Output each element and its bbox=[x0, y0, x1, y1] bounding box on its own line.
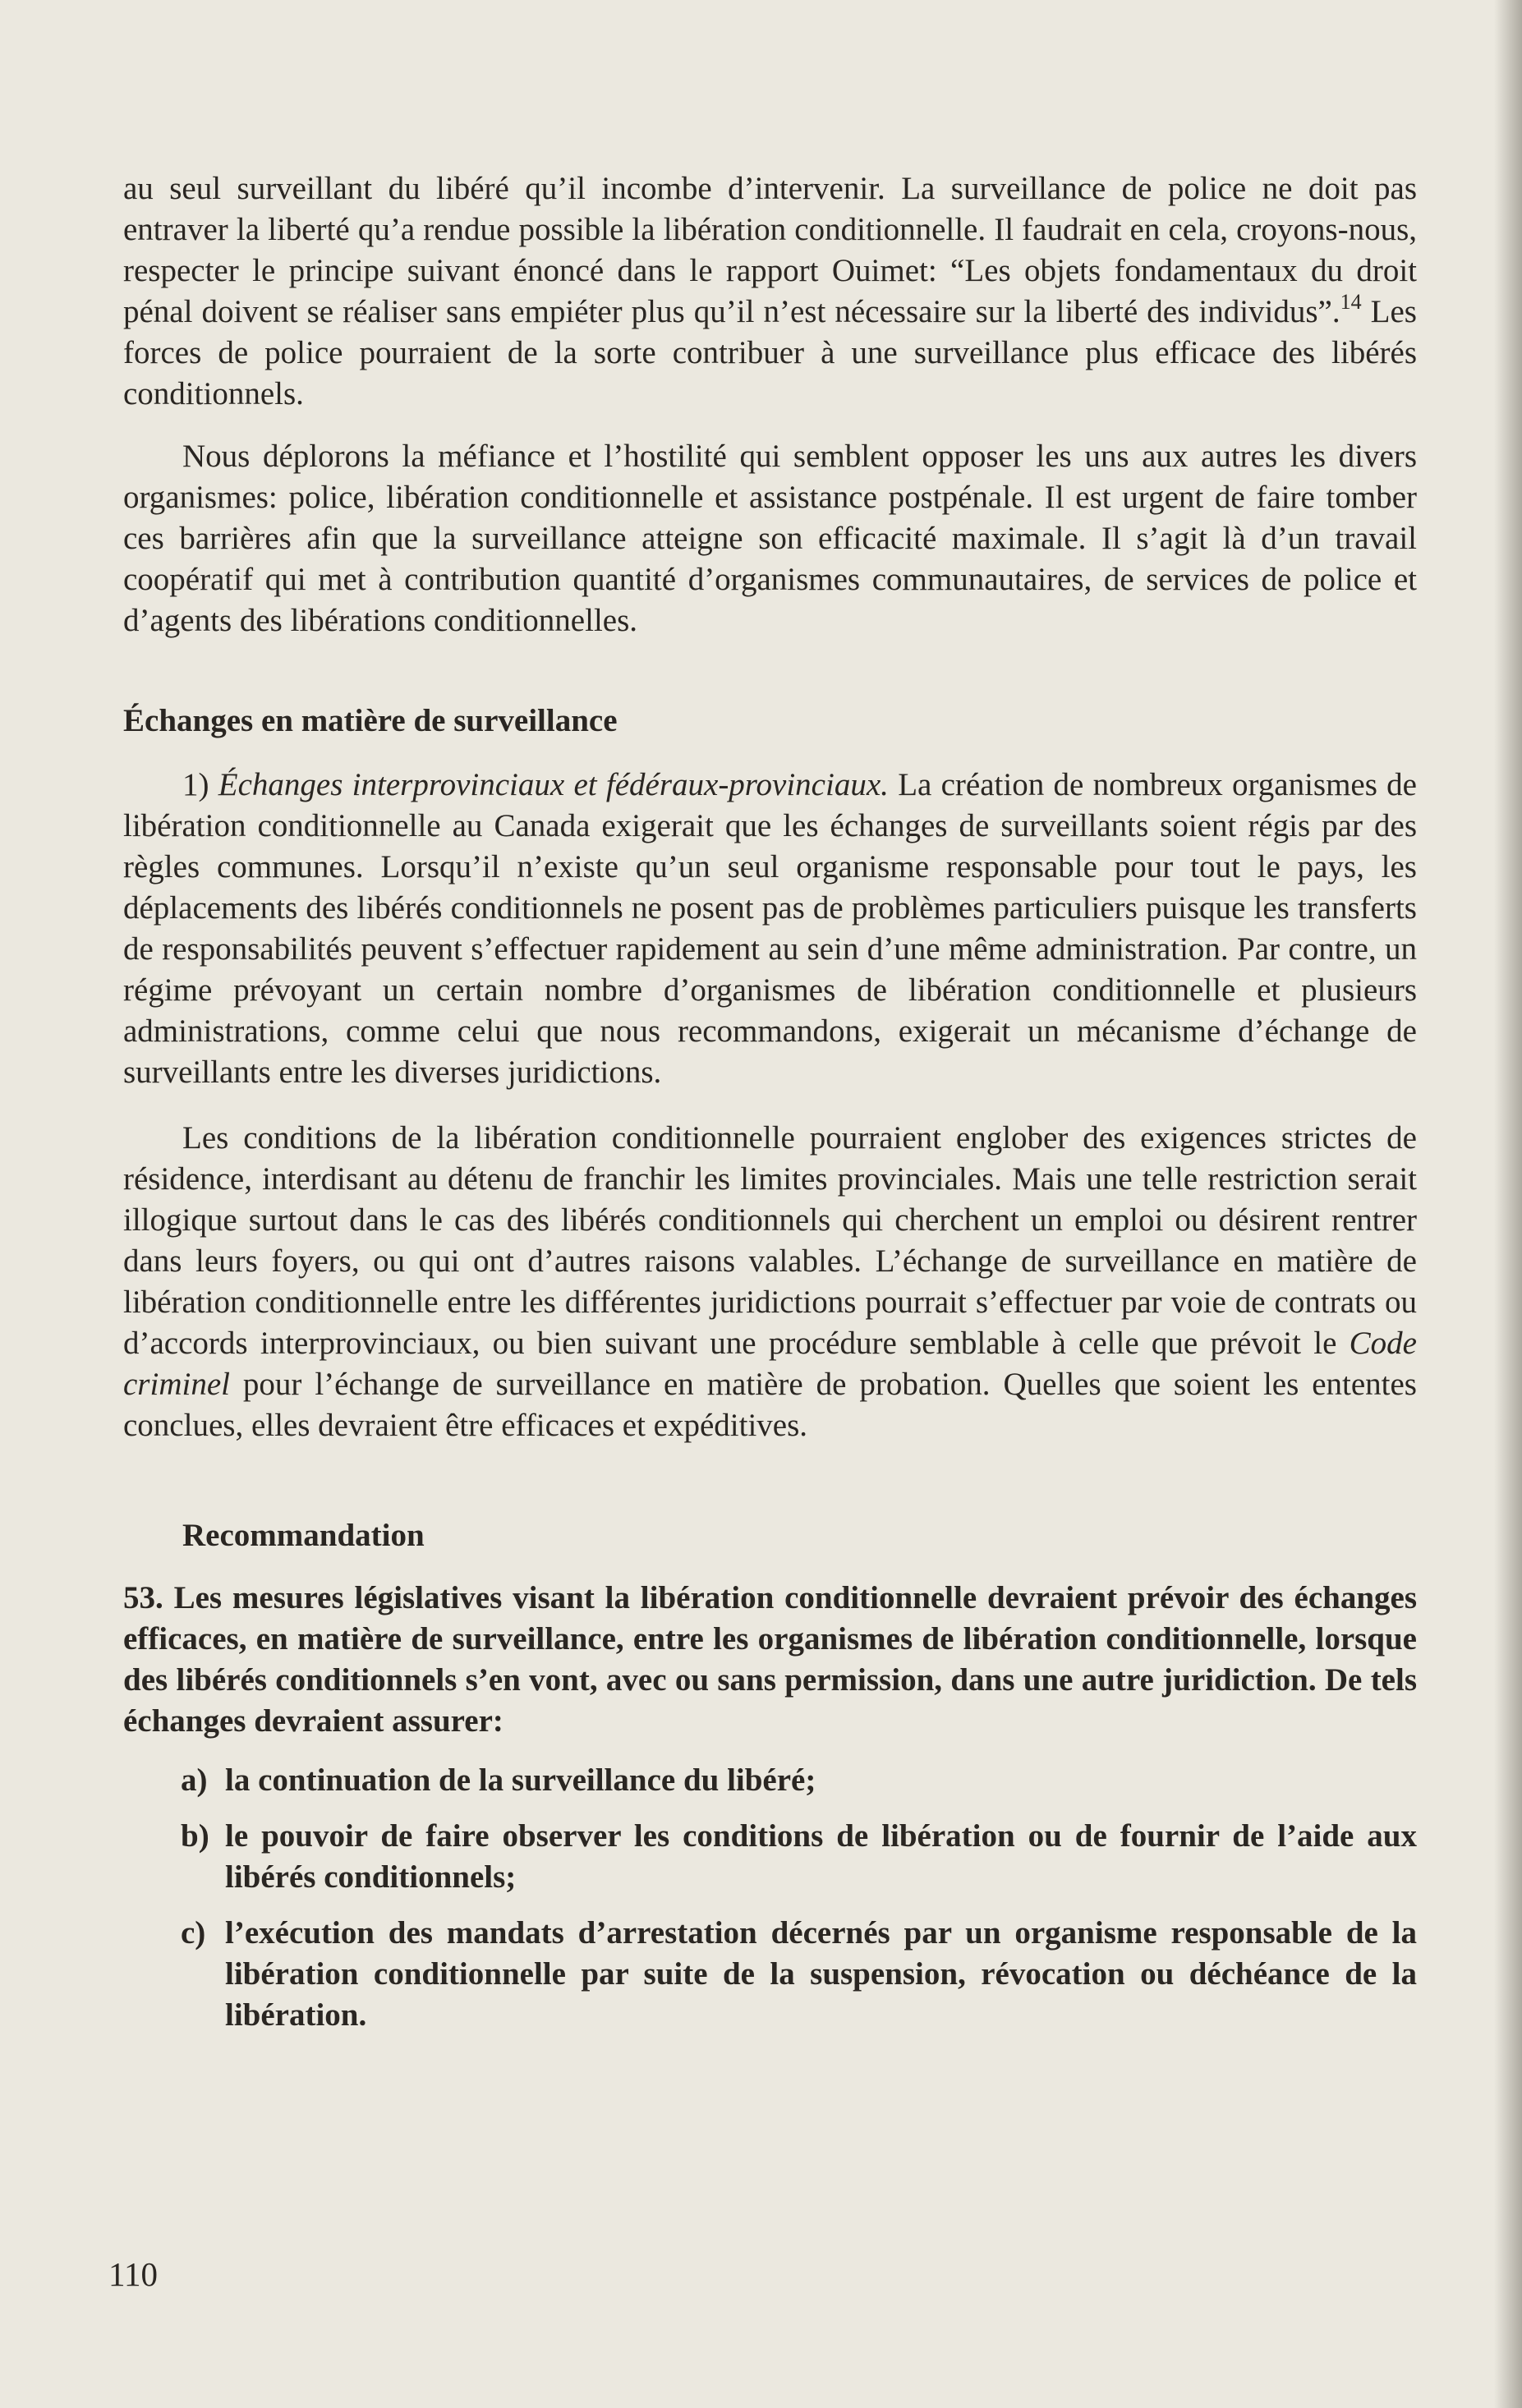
list-item-label: b) bbox=[181, 1818, 209, 1854]
list-item bbox=[181, 1913, 1417, 2036]
recommendation-53: 53. Les mesures législatives visant la libération conditionnelle devraient prévoir des échanges efficaces, en matière de surveillance, entre les organismes de libération conditionnelle, lorsque des libérés conditionnels s’en vont, avec ou sans permission, dans une autre juridiction. De tels échanges devraient assurer: bbox=[123, 1580, 1417, 1739]
paragraph-1-text: au seul surveillant du libéré qu’il incombe d’intervenir. La surveillance de police ne doit pas entraver la liberté qu’a rendue possible la libération conditionnelle. Il faudrait en cela, croyons-nous, respecter le principe suivant énoncé dans le rapport Ouimet: “Les objets fondamentaux du droit pénal doivent se réaliser sans empiéter plus qu’il n’est nécessaire sur la liberté des individus”. bbox=[123, 171, 1417, 329]
list-item bbox=[181, 1816, 1417, 1898]
paragraph-4 bbox=[123, 1118, 1417, 1446]
paragraph-3-subtitle: Échanges interprovinciaux et fédéraux-provinciaux. bbox=[218, 767, 889, 802]
body-text bbox=[123, 168, 1417, 2051]
recommendation-heading: Recommandation bbox=[182, 1518, 425, 1553]
paragraph-3-number: 1) bbox=[182, 767, 218, 802]
paragraph-4-text-end: pour l’échange de surveillance en matière de probation. Quelles que soient les ententes conclues, elles devraient être efficaces et expéditives. bbox=[123, 1367, 1417, 1443]
list-item-text: la continuation de la surveillance du libéré; bbox=[225, 1762, 816, 1798]
page-number: 110 bbox=[108, 2255, 158, 2293]
paragraph-1-text-end: Les forces de police pourraient de la sorte contribuer à une surveillance plus efficace des libérés conditionnels. bbox=[123, 294, 1417, 411]
paragraph-2: Nous déplorons la méfiance et l’hostilité qui semblent opposer les uns aux autres les divers organismes: police, libération conditionnelle et assistance postpénale. Il est urgent de faire tomber ces barrières afin que la surveillance atteigne son efficacité maximale. Il s’agit là d’un travail coopératif qui met à contribution quantité d’organismes communautaires, de services de police et d’agents des libérations conditionnelles. bbox=[123, 439, 1417, 638]
list-item-label: a) bbox=[181, 1762, 208, 1798]
list-item-label: c) bbox=[181, 1915, 206, 1951]
paragraph-1 bbox=[123, 168, 1417, 415]
code-criminel-reference: Code criminel bbox=[123, 1326, 1417, 1402]
recommendation-items bbox=[123, 1760, 1417, 2036]
paragraph-4-text: Les conditions de la libération conditionnelle pourraient englober des exigences strictes de résidence, interdisant au détenu de franchir les limites provinciales. Mais une telle restriction serait illogique surtout dans le cas des libérés conditionnels qui cherchent un emploi ou désirent rentrer dans leurs foyers, ou qui ont d’autres raisons valables. L’échange de surveillance en matière de libération conditionnelle entre les différentes juridictions pourrait s’effectuer par voie de contrats ou d’accords interprovinciaux, ou bien suivant une procédure semblable à celle que prévoit le bbox=[123, 1120, 1417, 1361]
paragraph-3-text: La création de nombreux organismes de libération conditionnelle au Canada exigerait que les échanges de surveillants soient régis par des règles communes. Lorsqu’il n’existe qu’un seul organisme responsable pour tout le pays, les déplacements des libérés conditionnels ne posent pas de problèmes particuliers puisque les transferts de responsabilités peuvent s’effectuer rapidement au sein d’une même administration. Par contre, un régime prévoyant un certain nombre d’organismes de libération conditionnelle et plusieurs administrations, comme celui que nous recommandons, exigerait un mécanisme d’échange de surveillants entre les diverses juridictions. bbox=[123, 767, 1417, 1090]
paragraph-3 bbox=[123, 765, 1417, 1093]
list-item-text: le pouvoir de faire observer les conditions de libération ou de fournir de l’aide aux libérés conditionnels; bbox=[225, 1818, 1417, 1895]
section-heading: Échanges en matière de surveillance bbox=[123, 703, 618, 738]
list-item bbox=[181, 1760, 1417, 1801]
list-item-text: l’exécution des mandats d’arrestation décernés par un organisme responsable de la libération conditionnelle par suite de la suspension, révocation ou déchéance de la libération. bbox=[225, 1915, 1417, 2033]
footnote-ref-14: 14 bbox=[1340, 290, 1362, 314]
